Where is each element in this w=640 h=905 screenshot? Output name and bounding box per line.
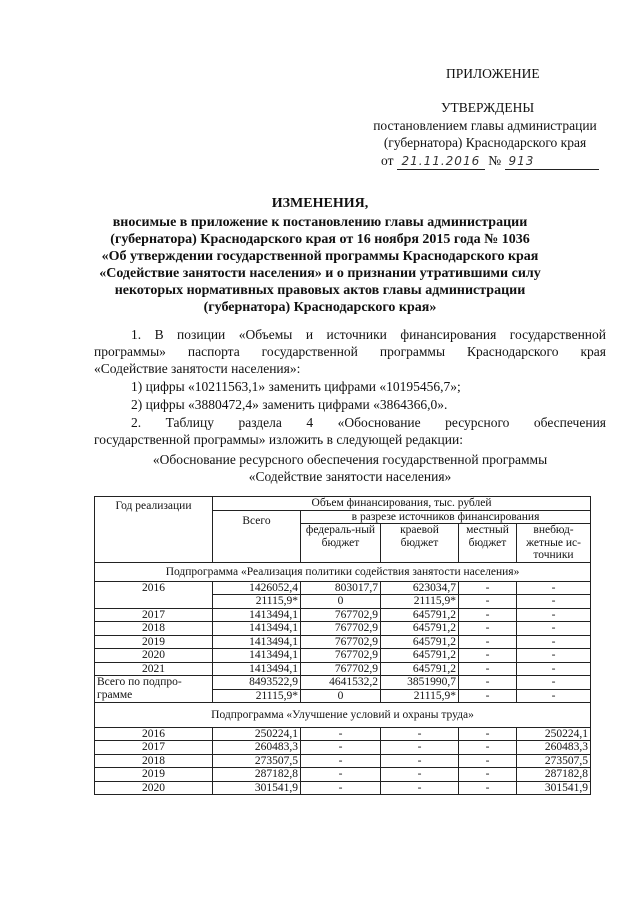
extra-cell: 273507,5 <box>517 754 591 768</box>
extra-cell: - <box>517 662 591 676</box>
table-row <box>95 727 591 741</box>
total-cell: 1413494,1 <box>213 649 301 663</box>
table-row <box>95 662 591 676</box>
federal-cell: 767702,9 <box>301 635 381 649</box>
year-cell: 2020 <box>95 781 213 795</box>
table-row <box>95 741 591 755</box>
table-row <box>95 608 591 622</box>
total-cell: 1413494,1 <box>213 662 301 676</box>
subprogram-total-label: Всего по подпро-грамме <box>95 676 213 703</box>
local-cell: - <box>459 595 517 609</box>
local-cell: - <box>459 689 517 703</box>
extra-cell: 301541,9 <box>517 781 591 795</box>
decree-date-line <box>381 153 611 170</box>
federal-cell: 767702,9 <box>301 662 381 676</box>
federal-cell: 0 <box>301 689 381 703</box>
col-header-regional: краевой бюджет <box>381 524 459 563</box>
extra-cell: - <box>517 635 591 649</box>
regional-cell: 645791,2 <box>381 635 459 649</box>
regional-cell: 21115,9* <box>381 595 459 609</box>
regional-cell: 645791,2 <box>381 622 459 636</box>
number-sign: № <box>488 153 502 168</box>
title-line-2: (губернатора) Краснодарского края от 16 ноября 2015 года № 1036 <box>110 232 530 247</box>
table-title-line-2: «Содействие занятости населения» <box>248 469 452 484</box>
p2-line-2: государственной программы» изложить в следующей редакции: <box>94 432 463 447</box>
extra-cell: 260483,3 <box>517 741 591 755</box>
p1-line-2: программы» паспорта государственной программы Краснодарского края <box>94 344 606 359</box>
regional-cell: - <box>381 741 459 755</box>
federal-cell: - <box>301 741 381 755</box>
subprogram-2-heading: Подпрограмма «Улучшение условий и охраны труда» <box>95 703 591 728</box>
local-cell: - <box>459 581 517 595</box>
federal-cell: 4641532,2 <box>301 676 381 690</box>
federal-cell: 767702,9 <box>301 622 381 636</box>
year-cell: 2016 <box>95 581 213 608</box>
table-title-line-1: «Обоснование ресурсного обеспечения государственной программы <box>152 452 548 467</box>
federal-cell: 803017,7 <box>301 581 381 595</box>
total-cell: 287182,8 <box>213 768 301 782</box>
col-header-year: Год реализации <box>95 497 213 563</box>
year-cell: 2018 <box>95 754 213 768</box>
year-cell: 2021 <box>95 662 213 676</box>
approved-by-line2: (губернатора) Краснодарского края <box>383 135 587 150</box>
regional-cell: 645791,2 <box>381 608 459 622</box>
total-cell: 301541,9 <box>213 781 301 795</box>
table-row <box>95 781 591 795</box>
col-header-federal: федераль-ный бюджет <box>301 524 381 563</box>
local-cell: - <box>459 741 517 755</box>
appendix-label: ПРИЛОЖЕНИЕ <box>446 66 540 81</box>
federal-cell: - <box>301 727 381 741</box>
year-cell: 2020 <box>95 649 213 663</box>
extra-cell: 250224,1 <box>517 727 591 741</box>
total-cell: 273507,5 <box>213 754 301 768</box>
extra-cell: - <box>517 622 591 636</box>
year-cell: 2016 <box>95 727 213 741</box>
p1-line-3: «Содействие занятости населения»: <box>94 361 301 376</box>
table-row <box>95 581 591 595</box>
regional-cell: - <box>381 754 459 768</box>
total-cell: 250224,1 <box>213 727 301 741</box>
total-cell: 1426052,4 <box>213 581 301 595</box>
local-cell: - <box>459 754 517 768</box>
extra-cell: - <box>517 649 591 663</box>
title-line-6: (губернатора) Краснодарского края» <box>203 300 437 315</box>
title-line-1: вносимые в приложение к постановлению главы администрации <box>112 215 528 230</box>
p2-line-1: 2. Таблицу раздела 4 «Обоснование ресурсного обеспечения <box>131 415 606 430</box>
col-header-local: местный бюджет <box>459 524 517 563</box>
total-cell: 21115,9* <box>213 595 301 609</box>
decree-number: 913 <box>505 153 599 170</box>
p1-item-1: 1) цифры «10211563,1» заменить цифрами «10195456,7»; <box>131 379 461 394</box>
extra-cell: - <box>517 608 591 622</box>
decree-date: 21.11.2016 <box>397 153 485 170</box>
regional-cell: - <box>381 727 459 741</box>
table-row <box>95 622 591 636</box>
local-cell: - <box>459 649 517 663</box>
title-line-4: «Содействие занятости населения» и о признании утратившими силу <box>99 266 541 281</box>
total-cell: 1413494,1 <box>213 608 301 622</box>
year-cell: 2017 <box>95 608 213 622</box>
year-cell: 2018 <box>95 622 213 636</box>
doc-heading: ИЗМЕНЕНИЯ, <box>271 196 369 211</box>
p1-line-1: 1. В позиции «Объемы и источники финансирования государственной <box>131 327 606 342</box>
federal-cell: 767702,9 <box>301 649 381 663</box>
local-cell: - <box>459 608 517 622</box>
year-cell: 2019 <box>95 635 213 649</box>
p1-item-2: 2) цифры «3880472,4» заменить цифрами «3864366,0». <box>131 397 448 412</box>
col-header-total: Всего <box>213 510 301 563</box>
local-cell: - <box>459 768 517 782</box>
federal-cell: - <box>301 768 381 782</box>
federal-cell: 0 <box>301 595 381 609</box>
local-cell: - <box>459 662 517 676</box>
local-cell: - <box>459 622 517 636</box>
federal-cell: - <box>301 754 381 768</box>
subprogram-1-heading: Подпрограмма «Реализация политики содействия занятости населения» <box>95 563 591 582</box>
extra-cell: - <box>517 676 591 690</box>
total-cell: 260483,3 <box>213 741 301 755</box>
financing-table <box>94 496 591 795</box>
extra-cell: - <box>517 581 591 595</box>
extra-cell: - <box>517 595 591 609</box>
total-cell: 1413494,1 <box>213 635 301 649</box>
title-line-5: некоторых нормативных правовых актов главы администрации <box>114 283 526 298</box>
regional-cell: - <box>381 768 459 782</box>
regional-cell: 623034,7 <box>381 581 459 595</box>
total-cell: 21115,9* <box>213 689 301 703</box>
local-cell: - <box>459 781 517 795</box>
regional-cell: - <box>381 781 459 795</box>
table-row <box>95 649 591 663</box>
approved-by-line1: постановлением главы администрации <box>373 118 597 133</box>
col-header-extrabudget: внебюд-жетные ис-точники <box>517 524 591 563</box>
title-line-3: «Об утверждении государственной программы Краснодарского края <box>101 249 539 264</box>
regional-cell: 645791,2 <box>381 649 459 663</box>
year-cell: 2019 <box>95 768 213 782</box>
table-row <box>95 768 591 782</box>
total-cell: 8493522,9 <box>213 676 301 690</box>
extra-cell: - <box>517 689 591 703</box>
approved-label: УТВЕРЖДЕНЫ <box>441 100 535 115</box>
regional-cell: 3851990,7 <box>381 676 459 690</box>
local-cell: - <box>459 727 517 741</box>
regional-cell: 21115,9* <box>381 689 459 703</box>
local-cell: - <box>459 635 517 649</box>
local-cell: - <box>459 676 517 690</box>
col-header-volume: Объем финансирования, тыс. рублей <box>213 497 591 511</box>
year-cell: 2017 <box>95 741 213 755</box>
regional-cell: 645791,2 <box>381 662 459 676</box>
table-row <box>95 754 591 768</box>
extra-cell: 287182,8 <box>517 768 591 782</box>
table-row <box>95 635 591 649</box>
federal-cell: - <box>301 781 381 795</box>
federal-cell: 767702,9 <box>301 608 381 622</box>
table-row <box>95 676 591 690</box>
from-label: от <box>381 153 394 168</box>
col-header-sources: в разрезе источников финансирования <box>301 510 591 524</box>
total-cell: 1413494,1 <box>213 622 301 636</box>
